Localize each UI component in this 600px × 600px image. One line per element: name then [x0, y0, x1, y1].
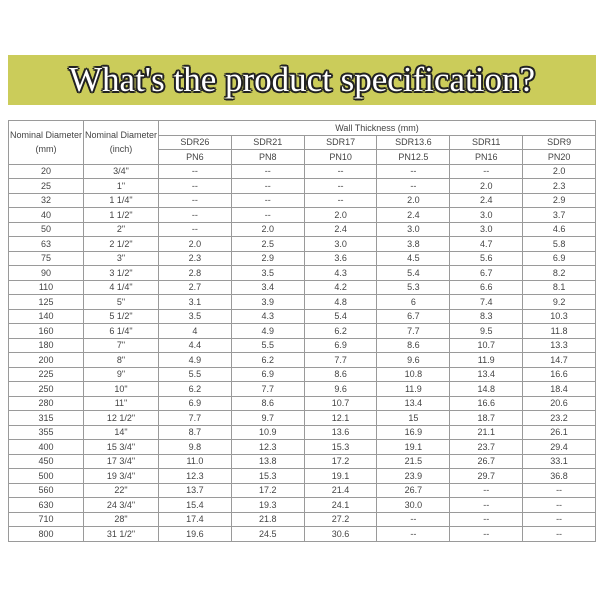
nominal-inch-cell: 7": [84, 338, 159, 353]
nominal-inch-cell: 2": [84, 222, 159, 237]
nominal-inch-cell: 22": [84, 483, 159, 498]
nominal-mm-cell: 630: [9, 498, 84, 513]
nominal-mm-cell: 400: [9, 440, 84, 455]
nominal-mm-cell: 315: [9, 411, 84, 426]
wall-thickness-cell: 15.4: [159, 498, 232, 513]
table-row: [9, 338, 596, 353]
wall-thickness-cell: 21.5: [377, 454, 450, 469]
nominal-mm-cell: 800: [9, 527, 84, 542]
wall-thickness-cell: 16.6: [450, 396, 523, 411]
wall-thickness-cell: 2.4: [304, 222, 377, 237]
wall-thickness-cell: 20.6: [523, 396, 596, 411]
wall-thickness-cell: 17.2: [304, 454, 377, 469]
header-sdr: SDR21: [231, 135, 304, 150]
wall-thickness-cell: 6.9: [159, 396, 232, 411]
nominal-inch-cell: 24 3/4": [84, 498, 159, 513]
nominal-mm-cell: 40: [9, 208, 84, 223]
wall-thickness-cell: 4.5: [377, 251, 450, 266]
wall-thickness-cell: --: [450, 512, 523, 527]
wall-thickness-cell: 2.7: [159, 280, 232, 295]
wall-thickness-cell: --: [159, 193, 232, 208]
wall-thickness-cell: 9.7: [231, 411, 304, 426]
wall-thickness-cell: 9.8: [159, 440, 232, 455]
nominal-inch-cell: 4 1/4": [84, 280, 159, 295]
wall-thickness-cell: 3.1: [159, 295, 232, 310]
wall-thickness-cell: 5.3: [377, 280, 450, 295]
wall-thickness-cell: 4.3: [304, 266, 377, 281]
nominal-inch-cell: 28": [84, 512, 159, 527]
nominal-mm-cell: 110: [9, 280, 84, 295]
nominal-inch-cell: 19 3/4": [84, 469, 159, 484]
nominal-mm-cell: 225: [9, 367, 84, 382]
nominal-mm-cell: 50: [9, 222, 84, 237]
wall-thickness-cell: 3.0: [304, 237, 377, 252]
wall-thickness-cell: --: [231, 193, 304, 208]
wall-thickness-cell: 6.2: [159, 382, 232, 397]
wall-thickness-cell: 12.3: [159, 469, 232, 484]
nominal-mm-cell: 140: [9, 309, 84, 324]
wall-thickness-cell: 11.9: [450, 353, 523, 368]
wall-thickness-cell: 4.9: [159, 353, 232, 368]
wall-thickness-cell: 23.2: [523, 411, 596, 426]
nominal-inch-cell: 11": [84, 396, 159, 411]
table-row: [9, 324, 596, 339]
table-row: [9, 425, 596, 440]
wall-thickness-cell: 11.0: [159, 454, 232, 469]
wall-thickness-cell: 3.0: [377, 222, 450, 237]
wall-thickness-cell: 2.5: [231, 237, 304, 252]
wall-thickness-cell: 26.7: [450, 454, 523, 469]
wall-thickness-cell: 2.0: [159, 237, 232, 252]
wall-thickness-cell: 9.2: [523, 295, 596, 310]
table-row: [9, 251, 596, 266]
wall-thickness-cell: 8.1: [523, 280, 596, 295]
wall-thickness-cell: 6.9: [304, 338, 377, 353]
wall-thickness-cell: --: [304, 179, 377, 194]
header-sdr: SDR11: [450, 135, 523, 150]
nominal-inch-cell: 1 1/4": [84, 193, 159, 208]
wall-thickness-cell: 10.8: [377, 367, 450, 382]
wall-thickness-cell: 30.0: [377, 498, 450, 513]
wall-thickness-cell: 8.6: [304, 367, 377, 382]
wall-thickness-cell: 18.7: [450, 411, 523, 426]
table-row: [9, 164, 596, 179]
wall-thickness-cell: 3.6: [304, 251, 377, 266]
wall-thickness-cell: 13.8: [231, 454, 304, 469]
header-pn: PN8: [231, 150, 304, 165]
nominal-inch-cell: 12 1/2": [84, 411, 159, 426]
nominal-mm-cell: 200: [9, 353, 84, 368]
wall-thickness-cell: --: [523, 527, 596, 542]
nominal-inch-cell: 3 1/2": [84, 266, 159, 281]
wall-thickness-cell: 6.2: [304, 324, 377, 339]
nominal-mm-cell: 20: [9, 164, 84, 179]
wall-thickness-cell: 17.4: [159, 512, 232, 527]
table-row: [9, 266, 596, 281]
nominal-mm-cell: 450: [9, 454, 84, 469]
wall-thickness-cell: 4.9: [231, 324, 304, 339]
wall-thickness-cell: --: [450, 527, 523, 542]
table-row: [9, 367, 596, 382]
wall-thickness-cell: --: [450, 498, 523, 513]
table-row: [9, 527, 596, 542]
wall-thickness-cell: 19.1: [304, 469, 377, 484]
wall-thickness-cell: 3.4: [231, 280, 304, 295]
header-sdr: SDR9: [523, 135, 596, 150]
wall-thickness-cell: 3.0: [450, 222, 523, 237]
wall-thickness-cell: 8.6: [231, 396, 304, 411]
wall-thickness-cell: 7.4: [450, 295, 523, 310]
wall-thickness-cell: 3.5: [231, 266, 304, 281]
wall-thickness-cell: 7.7: [304, 353, 377, 368]
wall-thickness-cell: --: [523, 498, 596, 513]
wall-thickness-cell: 14.7: [523, 353, 596, 368]
header-sdr: SDR13.6: [377, 135, 450, 150]
wall-thickness-cell: 6.2: [231, 353, 304, 368]
wall-thickness-cell: 5.5: [231, 338, 304, 353]
wall-thickness-cell: 3.0: [450, 208, 523, 223]
wall-thickness-cell: 11.9: [377, 382, 450, 397]
nominal-inch-cell: 31 1/2": [84, 527, 159, 542]
table-row: [9, 469, 596, 484]
wall-thickness-cell: 6.9: [231, 367, 304, 382]
nominal-mm-cell: 75: [9, 251, 84, 266]
wall-thickness-cell: 6.9: [523, 251, 596, 266]
wall-thickness-cell: 8.6: [377, 338, 450, 353]
table-body: [9, 164, 596, 541]
nominal-inch-cell: 3/4": [84, 164, 159, 179]
nominal-inch-cell: 6 1/4": [84, 324, 159, 339]
wall-thickness-cell: --: [377, 179, 450, 194]
wall-thickness-cell: 4.4: [159, 338, 232, 353]
wall-thickness-cell: 16.9: [377, 425, 450, 440]
wall-thickness-cell: --: [159, 179, 232, 194]
nominal-inch-cell: 1 1/2": [84, 208, 159, 223]
wall-thickness-cell: 3.8: [377, 237, 450, 252]
nominal-inch-cell: 3": [84, 251, 159, 266]
nominal-inch-cell: 9": [84, 367, 159, 382]
wall-thickness-cell: 4.8: [304, 295, 377, 310]
wall-thickness-cell: 4.7: [450, 237, 523, 252]
wall-thickness-cell: --: [231, 164, 304, 179]
nominal-inch-cell: 5": [84, 295, 159, 310]
wall-thickness-cell: 6.7: [377, 309, 450, 324]
wall-thickness-cell: 6: [377, 295, 450, 310]
wall-thickness-cell: 13.4: [450, 367, 523, 382]
header-nominal-mm: Nominal Diameter (mm): [9, 121, 84, 165]
wall-thickness-cell: 7.7: [377, 324, 450, 339]
wall-thickness-cell: 2.0: [377, 193, 450, 208]
wall-thickness-cell: 3.7: [523, 208, 596, 223]
header-sdr: SDR26: [159, 135, 232, 150]
wall-thickness-cell: 3.5: [159, 309, 232, 324]
wall-thickness-cell: --: [377, 527, 450, 542]
wall-thickness-cell: 12.1: [304, 411, 377, 426]
wall-thickness-cell: 29.4: [523, 440, 596, 455]
wall-thickness-cell: 2.3: [523, 179, 596, 194]
table-row: [9, 411, 596, 426]
wall-thickness-cell: 4.6: [523, 222, 596, 237]
wall-thickness-cell: --: [159, 164, 232, 179]
wall-thickness-cell: 30.6: [304, 527, 377, 542]
nominal-mm-cell: 280: [9, 396, 84, 411]
nominal-mm-cell: 25: [9, 179, 84, 194]
nominal-inch-cell: 8": [84, 353, 159, 368]
wall-thickness-cell: 13.6: [304, 425, 377, 440]
wall-thickness-cell: --: [523, 483, 596, 498]
wall-thickness-cell: 2.8: [159, 266, 232, 281]
title-banner: [8, 55, 596, 105]
nominal-mm-cell: 63: [9, 237, 84, 252]
wall-thickness-cell: 6.6: [450, 280, 523, 295]
wall-thickness-cell: 2.0: [523, 164, 596, 179]
wall-thickness-cell: 9.5: [450, 324, 523, 339]
table-row: [9, 483, 596, 498]
header-pn: PN6: [159, 150, 232, 165]
table-row: [9, 396, 596, 411]
table-row: [9, 512, 596, 527]
wall-thickness-cell: 3.9: [231, 295, 304, 310]
nominal-mm-cell: 560: [9, 483, 84, 498]
wall-thickness-cell: 26.7: [377, 483, 450, 498]
wall-thickness-cell: 5.6: [450, 251, 523, 266]
wall-thickness-cell: --: [231, 208, 304, 223]
wall-thickness-cell: 14.8: [450, 382, 523, 397]
header-sdr: SDR17: [304, 135, 377, 150]
nominal-inch-cell: 15 3/4": [84, 440, 159, 455]
wall-thickness-cell: 9.6: [377, 353, 450, 368]
wall-thickness-cell: 7.7: [231, 382, 304, 397]
wall-thickness-cell: 8.7: [159, 425, 232, 440]
wall-thickness-cell: --: [450, 483, 523, 498]
wall-thickness-cell: 13.7: [159, 483, 232, 498]
wall-thickness-cell: 2.0: [450, 179, 523, 194]
wall-thickness-cell: 7.7: [159, 411, 232, 426]
nominal-mm-cell: 32: [9, 193, 84, 208]
wall-thickness-cell: 11.8: [523, 324, 596, 339]
nominal-mm-cell: 355: [9, 425, 84, 440]
table-row: [9, 353, 596, 368]
wall-thickness-cell: --: [159, 208, 232, 223]
wall-thickness-cell: 5.5: [159, 367, 232, 382]
nominal-mm-cell: 125: [9, 295, 84, 310]
wall-thickness-cell: 5.4: [304, 309, 377, 324]
wall-thickness-cell: 19.1: [377, 440, 450, 455]
wall-thickness-cell: 9.6: [304, 382, 377, 397]
wall-thickness-cell: --: [377, 512, 450, 527]
wall-thickness-cell: 24.1: [304, 498, 377, 513]
table-row: [9, 498, 596, 513]
wall-thickness-cell: 4.2: [304, 280, 377, 295]
wall-thickness-cell: 12.3: [231, 440, 304, 455]
wall-thickness-cell: 33.1: [523, 454, 596, 469]
wall-thickness-cell: 2.0: [231, 222, 304, 237]
wall-thickness-cell: 21.1: [450, 425, 523, 440]
header-row-top: [9, 121, 596, 136]
wall-thickness-cell: 13.3: [523, 338, 596, 353]
wall-thickness-cell: 5.4: [377, 266, 450, 281]
nominal-mm-cell: 250: [9, 382, 84, 397]
wall-thickness-cell: 8.3: [450, 309, 523, 324]
wall-thickness-cell: 24.5: [231, 527, 304, 542]
header-wall-thickness: Wall Thickness (mm): [159, 121, 596, 136]
wall-thickness-cell: 15.3: [231, 469, 304, 484]
wall-thickness-cell: 29.7: [450, 469, 523, 484]
header-nominal-inch: Nominal Diameter (inch): [84, 121, 159, 165]
nominal-mm-cell: 710: [9, 512, 84, 527]
table-row: [9, 222, 596, 237]
wall-thickness-cell: 15: [377, 411, 450, 426]
nominal-inch-cell: 1": [84, 179, 159, 194]
table-row: [9, 295, 596, 310]
header-pn: PN20: [523, 150, 596, 165]
wall-thickness-cell: 27.2: [304, 512, 377, 527]
nominal-inch-cell: 10": [84, 382, 159, 397]
wall-thickness-cell: 21.8: [231, 512, 304, 527]
table-row: [9, 382, 596, 397]
table-row: [9, 454, 596, 469]
wall-thickness-cell: 17.2: [231, 483, 304, 498]
wall-thickness-cell: 2.9: [523, 193, 596, 208]
wall-thickness-cell: 2.9: [231, 251, 304, 266]
wall-thickness-cell: --: [523, 512, 596, 527]
wall-thickness-cell: 2.3: [159, 251, 232, 266]
table-row: [9, 309, 596, 324]
wall-thickness-cell: --: [159, 222, 232, 237]
nominal-mm-cell: 500: [9, 469, 84, 484]
wall-thickness-cell: --: [231, 179, 304, 194]
nominal-mm-cell: 160: [9, 324, 84, 339]
wall-thickness-cell: 2.4: [377, 208, 450, 223]
wall-thickness-cell: --: [377, 164, 450, 179]
wall-thickness-cell: 23.9: [377, 469, 450, 484]
nominal-inch-cell: 2 1/2": [84, 237, 159, 252]
wall-thickness-cell: 16.6: [523, 367, 596, 382]
wall-thickness-cell: 8.2: [523, 266, 596, 281]
nominal-inch-cell: 17 3/4": [84, 454, 159, 469]
wall-thickness-cell: 18.4: [523, 382, 596, 397]
nominal-inch-cell: 5 1/2": [84, 309, 159, 324]
wall-thickness-cell: 6.7: [450, 266, 523, 281]
page-title: What's the product specification?: [69, 60, 535, 99]
wall-thickness-cell: 4: [159, 324, 232, 339]
table-row: [9, 208, 596, 223]
nominal-inch-cell: 14": [84, 425, 159, 440]
spec-table: [8, 120, 596, 542]
wall-thickness-cell: 5.8: [523, 237, 596, 252]
table-row: [9, 440, 596, 455]
wall-thickness-cell: 4.3: [231, 309, 304, 324]
table-row: [9, 179, 596, 194]
wall-thickness-cell: 15.3: [304, 440, 377, 455]
table-row: [9, 193, 596, 208]
header-pn: PN12.5: [377, 150, 450, 165]
wall-thickness-cell: --: [450, 164, 523, 179]
nominal-mm-cell: 180: [9, 338, 84, 353]
wall-thickness-cell: 2.4: [450, 193, 523, 208]
wall-thickness-cell: 23.7: [450, 440, 523, 455]
table-header: [9, 121, 596, 165]
wall-thickness-cell: 2.0: [304, 208, 377, 223]
wall-thickness-cell: 10.7: [304, 396, 377, 411]
wall-thickness-cell: 10.3: [523, 309, 596, 324]
nominal-mm-cell: 90: [9, 266, 84, 281]
wall-thickness-cell: --: [304, 164, 377, 179]
table-row: [9, 237, 596, 252]
wall-thickness-cell: 10.9: [231, 425, 304, 440]
wall-thickness-cell: 19.6: [159, 527, 232, 542]
wall-thickness-cell: 21.4: [304, 483, 377, 498]
wall-thickness-cell: 19.3: [231, 498, 304, 513]
header-pn: PN10: [304, 150, 377, 165]
table-row: [9, 280, 596, 295]
wall-thickness-cell: 13.4: [377, 396, 450, 411]
wall-thickness-cell: 36.8: [523, 469, 596, 484]
wall-thickness-cell: 10.7: [450, 338, 523, 353]
wall-thickness-cell: 26.1: [523, 425, 596, 440]
wall-thickness-cell: --: [304, 193, 377, 208]
header-pn: PN16: [450, 150, 523, 165]
